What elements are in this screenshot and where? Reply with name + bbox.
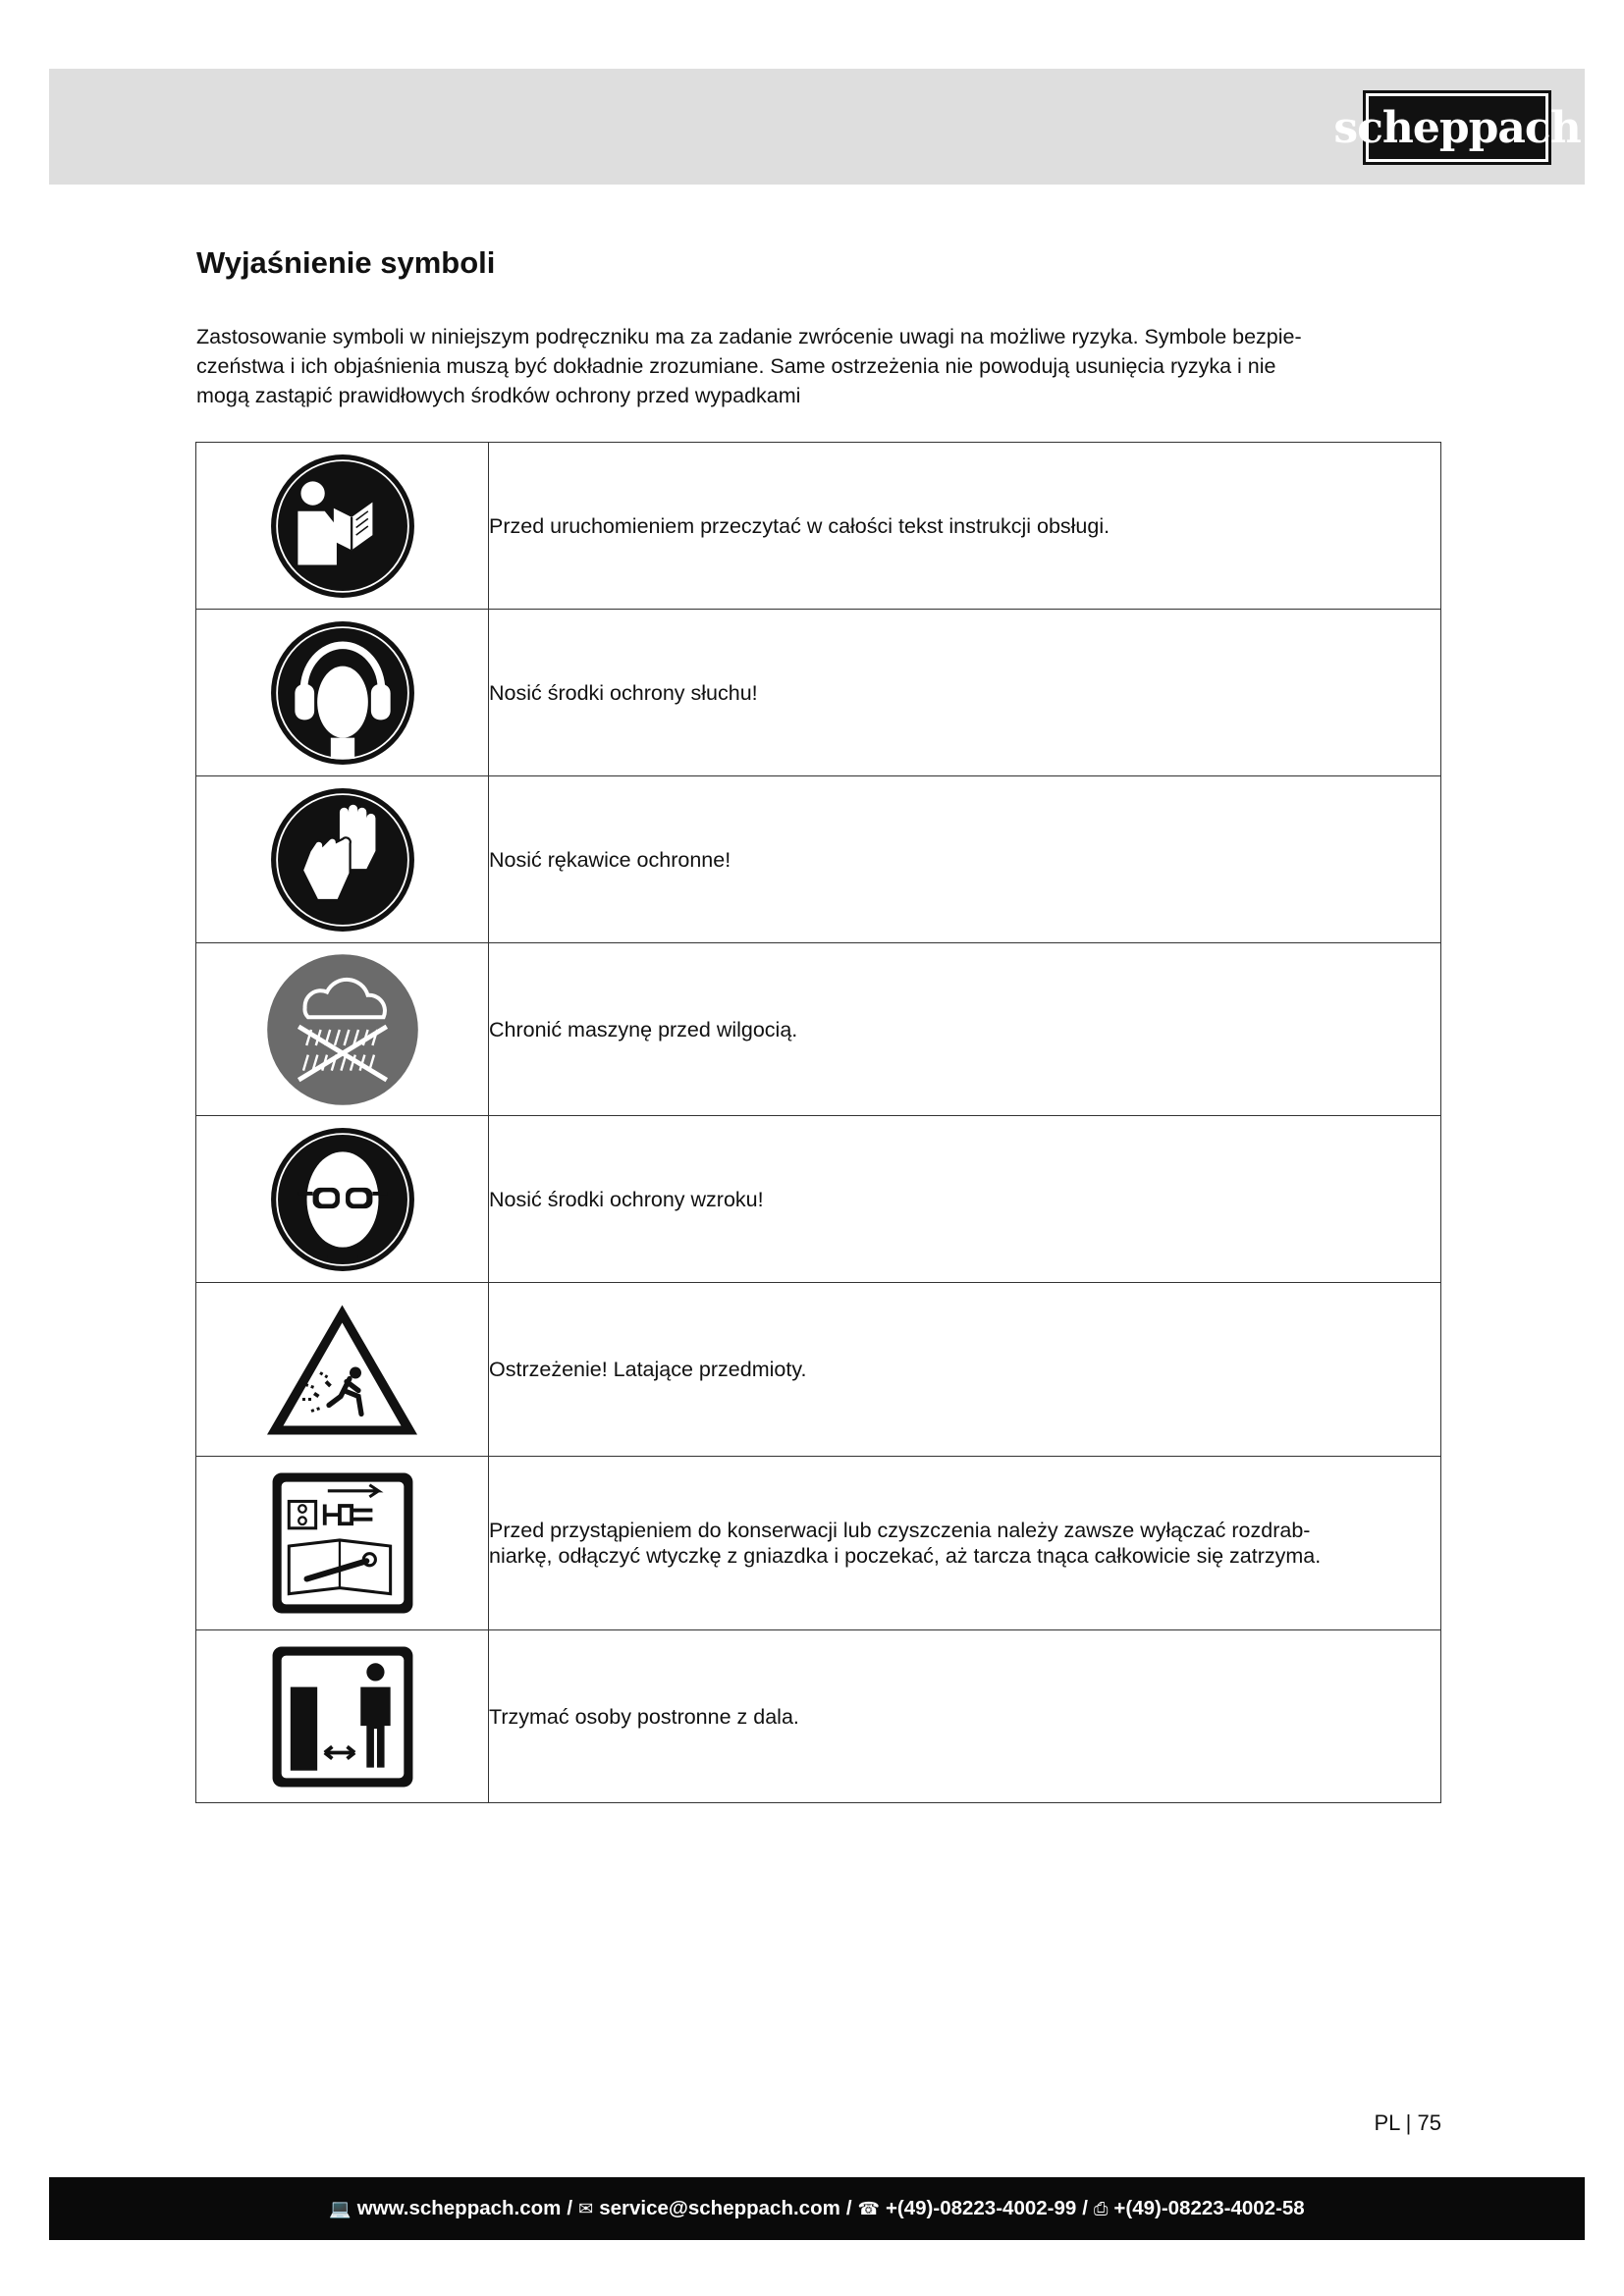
envelope-icon: ✉ xyxy=(578,2198,594,2218)
footer-phone: +(49)-08223-4002-99 xyxy=(885,2197,1077,2219)
page-title: Wyjaśnienie symboli xyxy=(196,245,496,280)
text-cell xyxy=(489,1283,1441,1457)
table-row xyxy=(196,1630,1441,1803)
icon-cell xyxy=(196,776,489,943)
eye-protection-icon xyxy=(268,1125,417,1274)
keep-bystanders-away-icon xyxy=(268,1642,417,1791)
symbol-description: Nosić środki ochrony wzroku! xyxy=(489,1187,764,1211)
symbol-description: Przed uruchomieniem przeczytać w całości tekst instrukcji obsługi. xyxy=(489,513,1110,538)
symbol-description: Nosić rękawice ochronne! xyxy=(489,847,731,872)
footer-band: 💻 www.scheppach.com / ✉ service@scheppach.com / ☎ +(49)-08223-4002-99 / ⎙ +(49)-08223-4002-58 xyxy=(49,2177,1585,2240)
table-row xyxy=(196,1457,1441,1630)
protective-gloves-icon xyxy=(268,785,417,934)
brand-logo: scheppach xyxy=(1363,90,1551,165)
icon-cell xyxy=(196,1457,489,1630)
table-row xyxy=(196,943,1441,1116)
text-cell xyxy=(489,943,1441,1116)
table-row xyxy=(196,443,1441,610)
symbol-description: Chronić maszynę przed wilgocią. xyxy=(489,1017,798,1041)
table-row xyxy=(196,610,1441,776)
page-number: PL | 75 xyxy=(1374,2110,1441,2135)
protect-from-moisture-icon xyxy=(264,951,421,1108)
table-row xyxy=(196,1283,1441,1457)
flying-objects-warning-icon xyxy=(261,1294,423,1446)
footer-fax: +(49)-08223-4002-58 xyxy=(1113,2197,1305,2219)
icon-cell xyxy=(196,943,489,1116)
text-cell xyxy=(489,610,1441,776)
symbol-description: Nosić środki ochrony słuchu! xyxy=(489,680,758,705)
phone-icon: ☎ xyxy=(857,2198,880,2218)
intro-line: Zastosowanie symboli w niniejszym podręczniku ma za zadanie zwrócenie uwagi na możliwe ryzyka. Symbole bezpie- xyxy=(196,325,1302,348)
symbols-table xyxy=(195,442,1441,1803)
fax-icon: ⎙ xyxy=(1093,2198,1109,2218)
icon-cell xyxy=(196,1116,489,1283)
table-row xyxy=(196,776,1441,943)
symbol-description: Przed przystąpieniem do konserwacji lub czyszczenia należy zawsze wyłączać rozdrab- xyxy=(489,1519,1311,1542)
text-cell xyxy=(489,443,1441,610)
symbol-description: niarkę, odłączyć wtyczkę z gniazdka i poczekać, aż tarcza tnąca całkowicie się zatrzyma. xyxy=(489,1544,1322,1568)
intro-line: mogą zastąpić prawidłowych środków ochrony przed wypadkami xyxy=(196,384,801,407)
text-cell xyxy=(489,776,1441,943)
header-band xyxy=(49,69,1585,185)
intro-line: czeństwa i ich objaśnienia muszą być dokładnie zrozumiane. Same ostrzeżenia nie powodują usunięcia ryzyka i nie xyxy=(196,354,1276,378)
icon-cell xyxy=(196,443,489,610)
text-cell xyxy=(489,1457,1441,1630)
read-manual-icon xyxy=(268,452,417,601)
intro-paragraph xyxy=(196,322,1443,410)
text-cell xyxy=(489,1630,1441,1803)
text-cell xyxy=(489,1116,1441,1283)
symbol-description: Trzymać osoby postronne z dala. xyxy=(489,1704,799,1729)
symbol-description: Ostrzeżenie! Latające przedmioty. xyxy=(489,1358,807,1381)
table-row xyxy=(196,1116,1441,1283)
footer-email-link[interactable]: service@scheppach.com xyxy=(599,2197,840,2219)
monitor-icon: 💻 xyxy=(329,2198,352,2218)
icon-cell xyxy=(196,1630,489,1803)
footer-website-link[interactable]: www.scheppach.com xyxy=(356,2197,562,2219)
unplug-before-maintenance-icon xyxy=(268,1468,417,1618)
ear-protection-icon xyxy=(268,618,417,768)
icon-cell xyxy=(196,610,489,776)
icon-cell xyxy=(196,1283,489,1457)
